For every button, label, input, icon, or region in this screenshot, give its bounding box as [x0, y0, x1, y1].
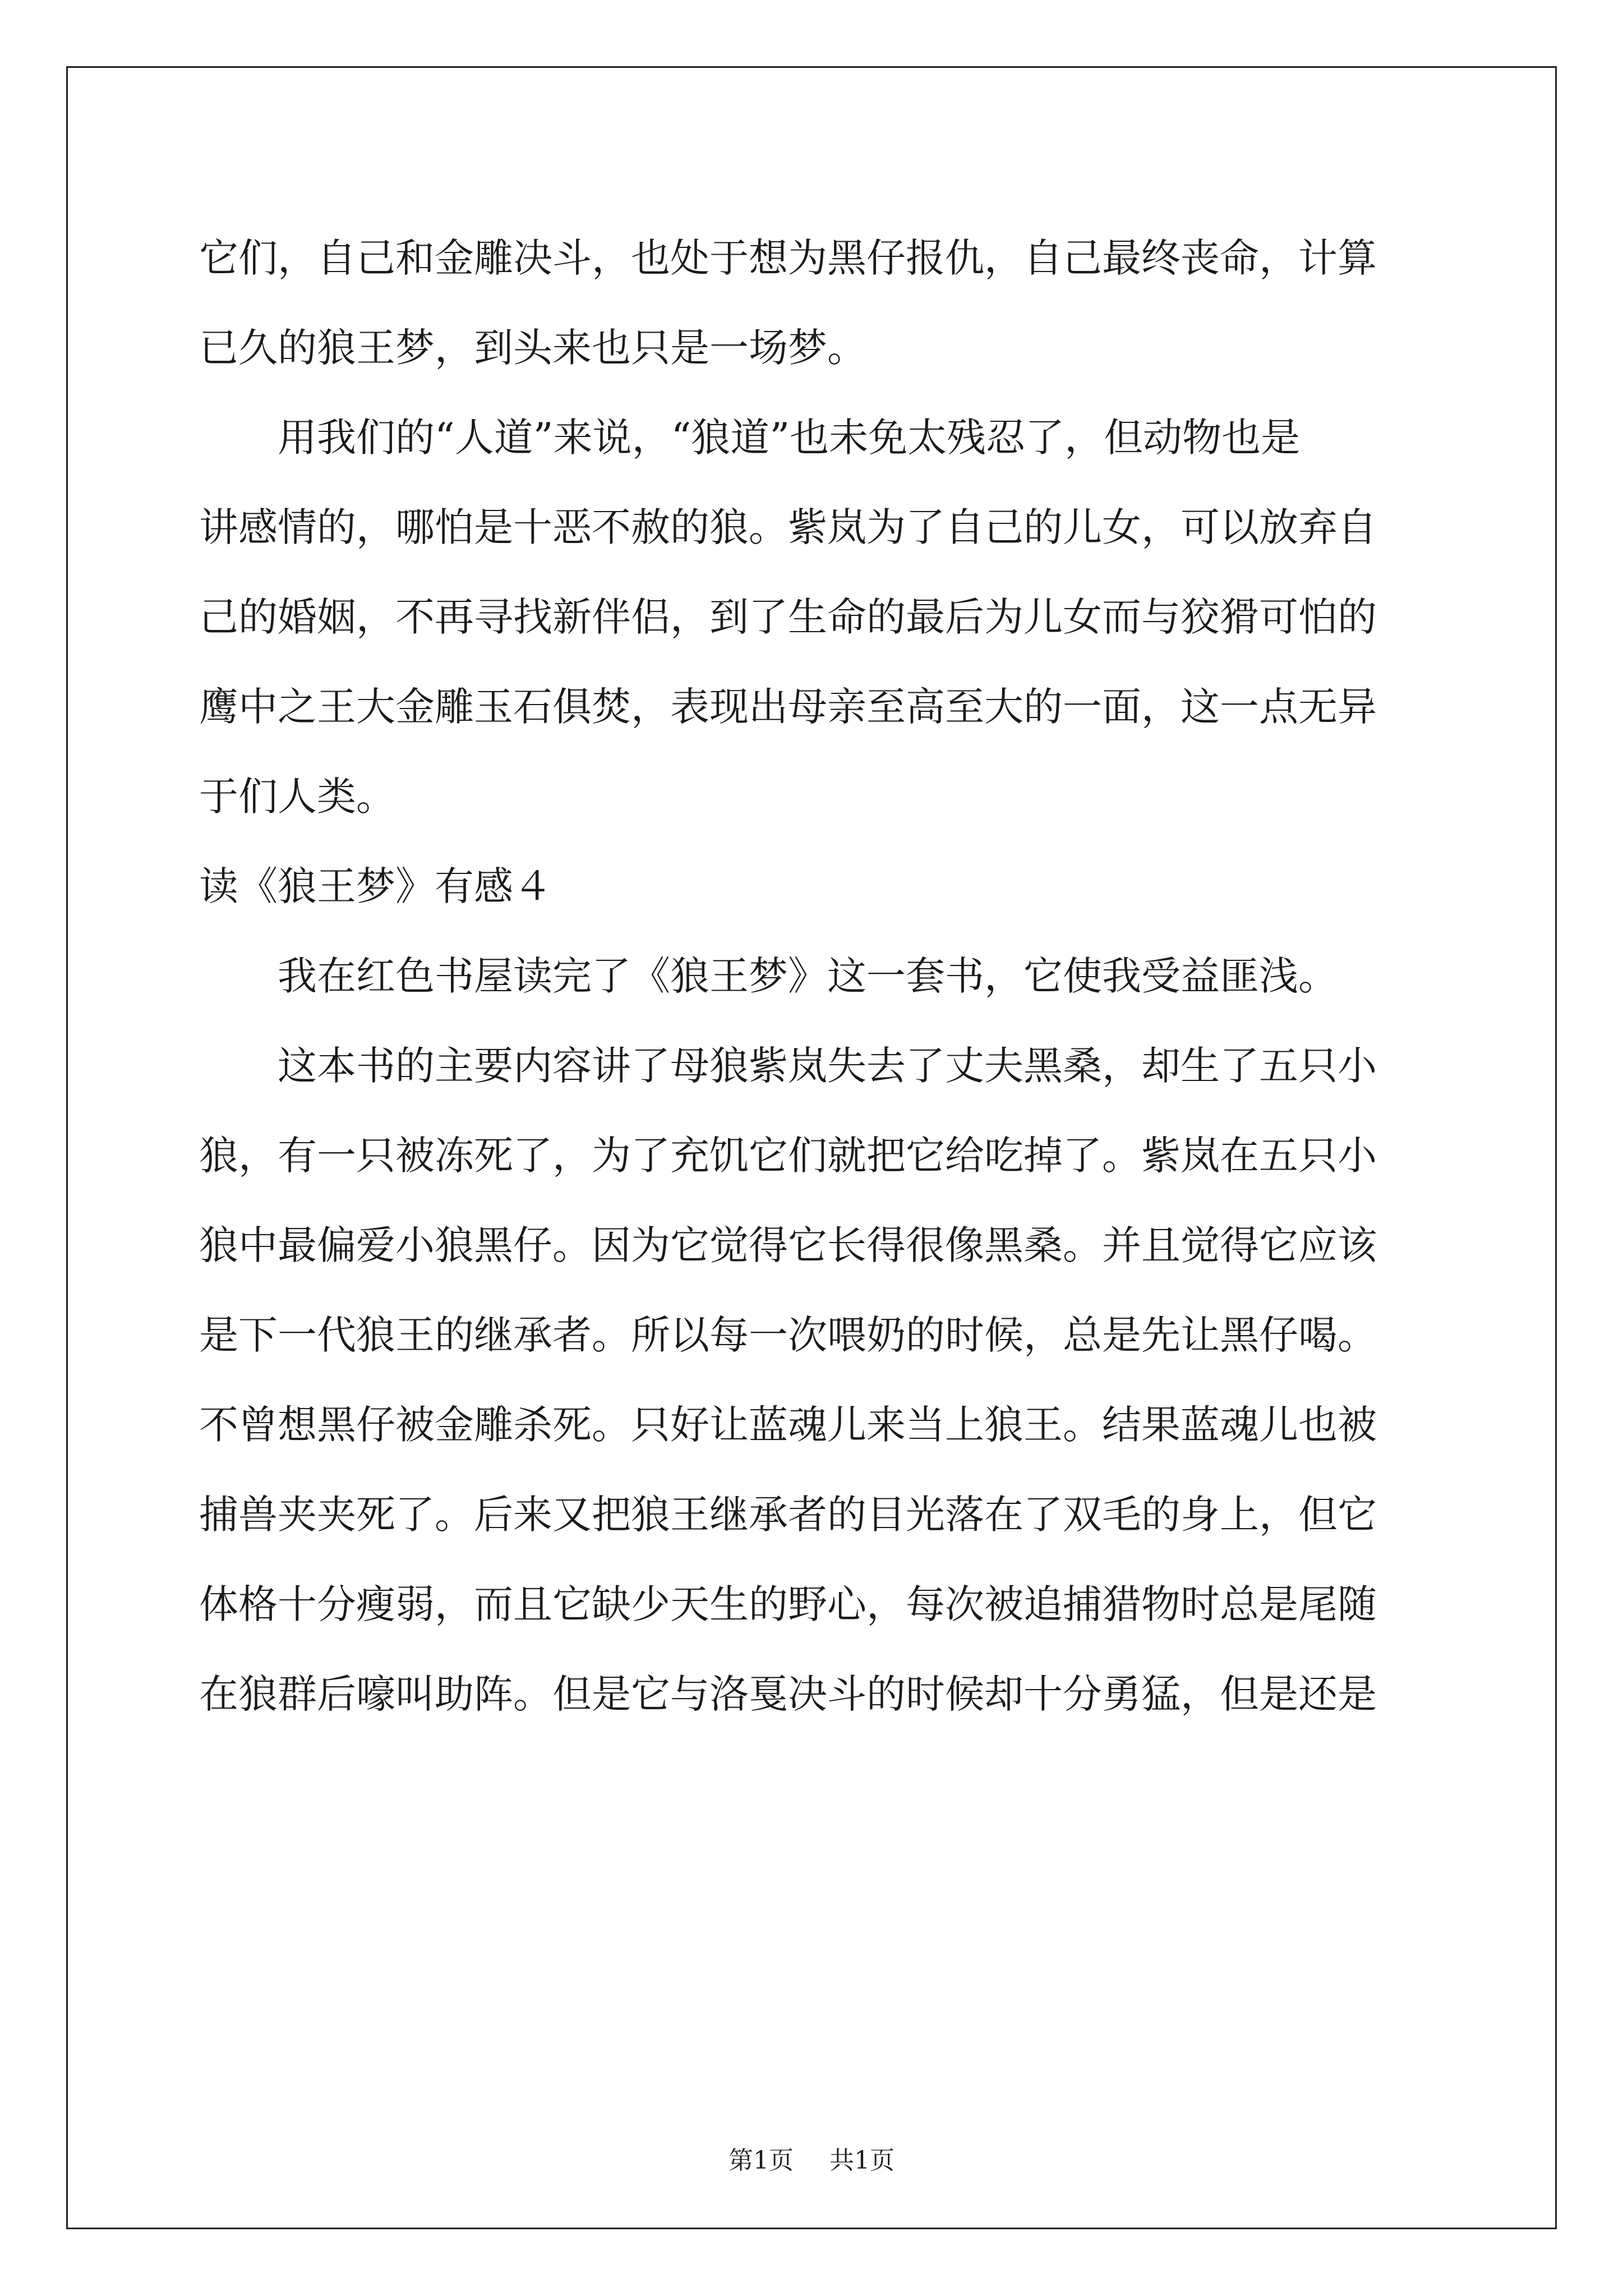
text-line: 是下一代狼王的继承者。所以每一次喂奶的时候，总是先让黑仔喝。: [199, 1312, 1377, 1358]
text-line: 鹰中之王大金雕玉石俱焚，表现出母亲至高至大的一面，这一点无异: [199, 684, 1377, 730]
text-line: 我在红色书屋读完了《狼王梦》这一套书，它使我受益匪浅。: [199, 953, 1338, 999]
document-body: [199, 213, 1427, 1739]
page-number: 第1页: [728, 2146, 794, 2175]
section-heading: 读《狼王梦》有感４: [199, 863, 552, 909]
text-line: 这本书的主要内容讲了母狼紫岚失去了丈夫黑桑，却生了五只小: [199, 1043, 1377, 1089]
text-line: 狼中最偏爱小狼黑仔。因为它觉得它长得很像黑桑。并且觉得它应该: [199, 1222, 1377, 1268]
page-footer: [0, 2144, 1623, 2178]
text-line: 捕兽夹夹死了。后来又把狼王继承者的目光落在了双毛的身上，但它: [199, 1492, 1377, 1538]
text-line: 用我们的“人道”来说，“狼道”也未免太残忍了，但动物也是: [199, 415, 1301, 461]
text-line: 于们人类。: [199, 774, 395, 820]
text-line: 讲感情的，哪怕是十恶不赦的狼。紫岚为了自己的儿女，可以放弃自: [199, 504, 1377, 550]
page-total: 共1页: [829, 2146, 895, 2175]
text-line: 体格十分瘦弱，而且它缺少天生的野心，每次被追捕猎物时总是尾随: [199, 1581, 1377, 1627]
text-line: 它们，自己和金雕决斗，也处于想为黑仔报仇，自己最终丧命，计算: [199, 235, 1377, 281]
text-line: 不曾想黑仔被金雕杀死。只好让蓝魂儿来当上狼王。结果蓝魂儿也被: [199, 1402, 1377, 1448]
text-line: 已久的狼王梦，到头来也只是一场梦。: [199, 325, 866, 371]
text-line: 己的婚姻，不再寻找新伴侣，到了生命的最后为儿女而与狡猾可怕的: [199, 594, 1377, 640]
text-line: 狼，有一只被冻死了，为了充饥它们就把它给吃掉了。紫岚在五只小: [199, 1133, 1377, 1179]
text-line: 在狼群后嚎叫助阵。但是它与洛戛决斗的时候却十分勇猛，但是还是: [199, 1671, 1377, 1717]
